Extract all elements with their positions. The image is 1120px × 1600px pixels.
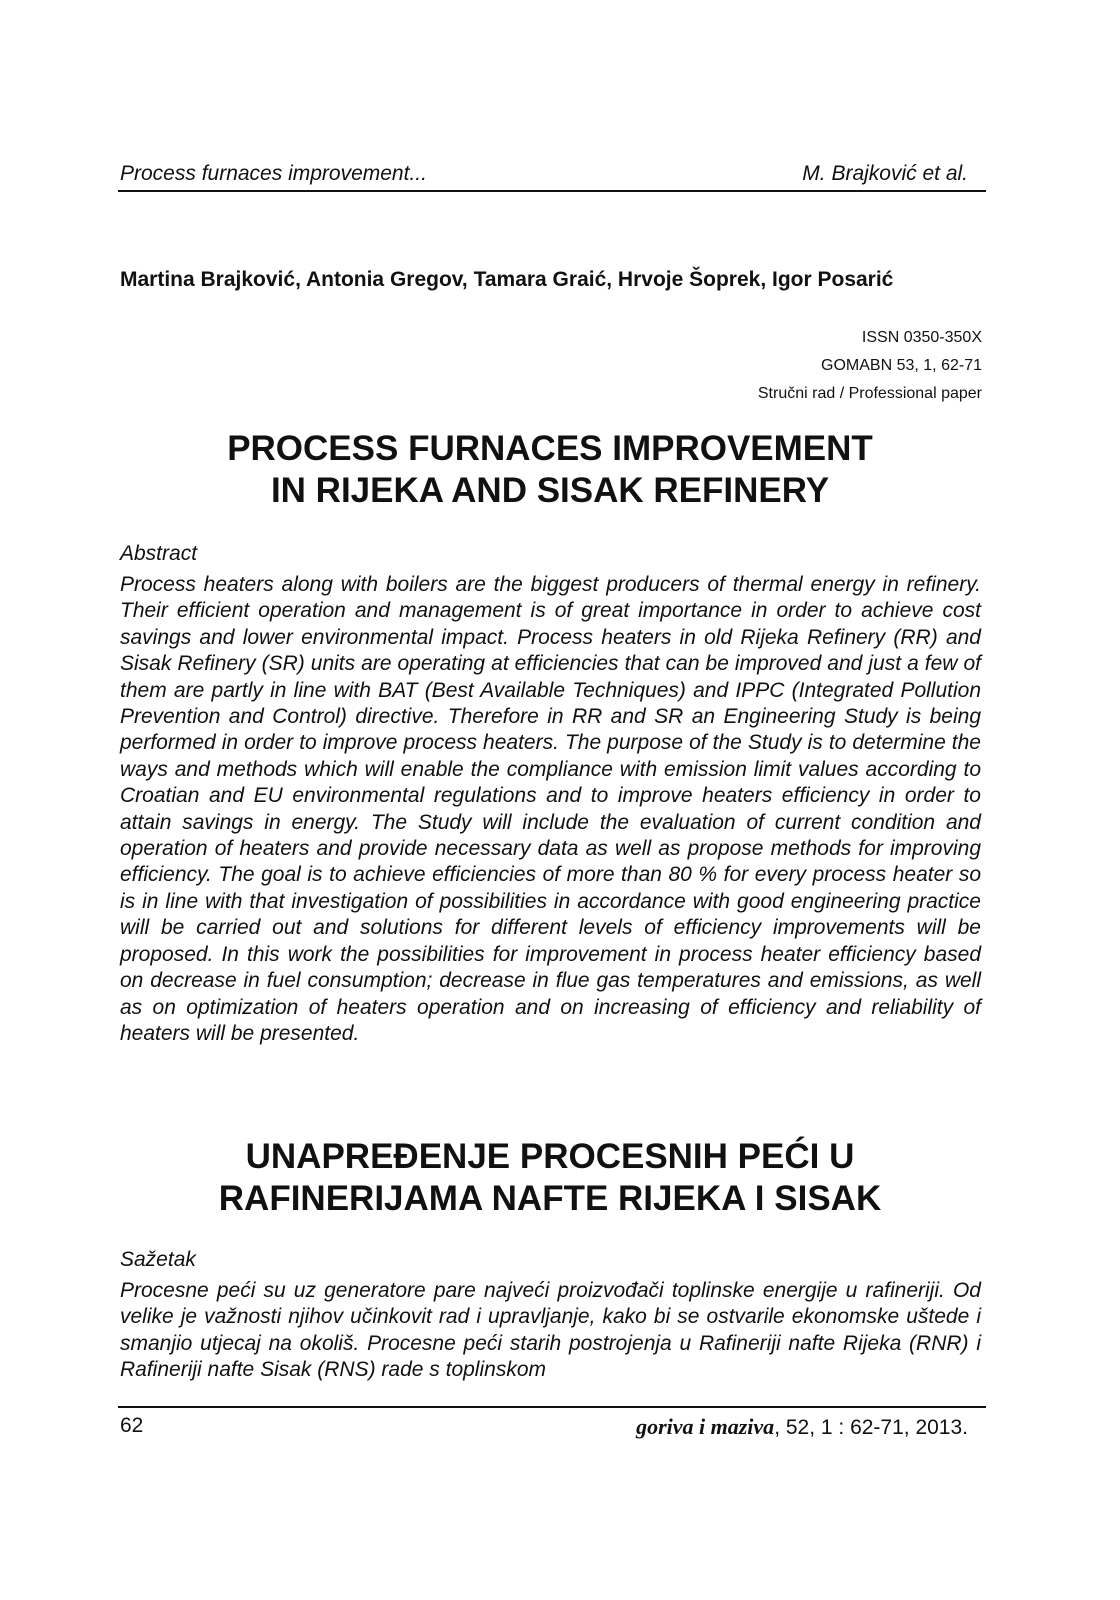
issn: ISSN 0350-350X xyxy=(861,329,982,346)
page-footer xyxy=(118,1406,986,1448)
sazetak-text: Procesne peći su uz generatore pare najveći proizvođači toplinske energije u rafineriji. Od velike je važnosti njihov učinkovit rad i upravljanje, kako bi se ostvarile ekonomske uštede i smanjio utjecaj na okoliš. Procesne peći starih postrojenja u Rafineriji nafte Rijeka (RNR) i Rafineriji nafte Sisak (RNS) rade s toplinskom xyxy=(120,1279,981,1382)
sazetak-label: Sažetak xyxy=(120,1248,196,1271)
publication-meta xyxy=(758,324,982,408)
author-list: Martina Brajković, Antonia Gregov, Tamara Graić, Hrvoje Šoprek, Igor Posarić xyxy=(120,268,894,291)
paper-title-hr-line1: UNAPREĐENJE PROCESNIH PEĆI U xyxy=(245,1137,855,1176)
running-title: Process furnaces improvement... xyxy=(120,162,427,185)
paper-type: Stručni rad / Professional paper xyxy=(757,385,982,402)
citation-details: , 52, 1 : 62-71, 2013. xyxy=(774,1416,968,1439)
paper-title-en-line2: IN RIJEKA AND SISAK REFINERY xyxy=(270,471,830,510)
paper-title-en xyxy=(120,428,980,512)
running-header xyxy=(118,160,986,192)
paper-title-en-line1: PROCESS FURNACES IMPROVEMENT xyxy=(227,429,873,468)
page-number: 62 xyxy=(120,1414,144,1437)
abstract-text: Process heaters along with boilers are the biggest producers of thermal energy in refinery. Their efficient operation and management is of great importance in order to achieve cost savings and lower environmental impact. Process heaters in old Rijeka Refinery (RR) and Sisak Refinery (SR) units are operating at efficiencies that can be improved and just a few of them are partly in line with BAT (Best Available Techniques) and IPPC (Integrated Pollution Prevention and Control) directive. Therefore in RR and SR an Engineering Study is being performed in order to improve process heaters. The purpose of the Study is to determine the ways and methods which will enable the compliance with emission limit values according to Croatian and EU environmental regulations and to improve heaters efficiency in order to attain savings in energy. The Study will include the evaluation of current condition and operation of heaters and provide necessary data as well as propose methods for improving efficiency. The goal is to achieve efficiencies of more than 80 % for every process heater so is in line with that investigation of possibilities in accordance with good engineering practice will be carried out and solutions for different levels of efficiency improvements will be proposed. In this work the possibilities for improvement in process heater efficiency based on decrease in fuel consumption; decrease in flue gas temperatures and emissions, as well as on optimization of heaters operation and on increasing of efficiency and reliability of heaters will be presented. xyxy=(120,573,981,1045)
abstract-label: Abstract xyxy=(120,542,198,565)
paper-title-hr-line2: RAFINERIJAMA NAFTE RIJEKA I SISAK xyxy=(218,1179,882,1218)
paper-title-hr xyxy=(120,1136,980,1220)
gomabn: GOMABN 53, 1, 62-71 xyxy=(821,357,982,374)
journal-citation xyxy=(636,1414,968,1440)
journal-name: goriva i maziva xyxy=(636,1414,775,1439)
running-authors: M. Brajković et al. xyxy=(802,162,968,185)
